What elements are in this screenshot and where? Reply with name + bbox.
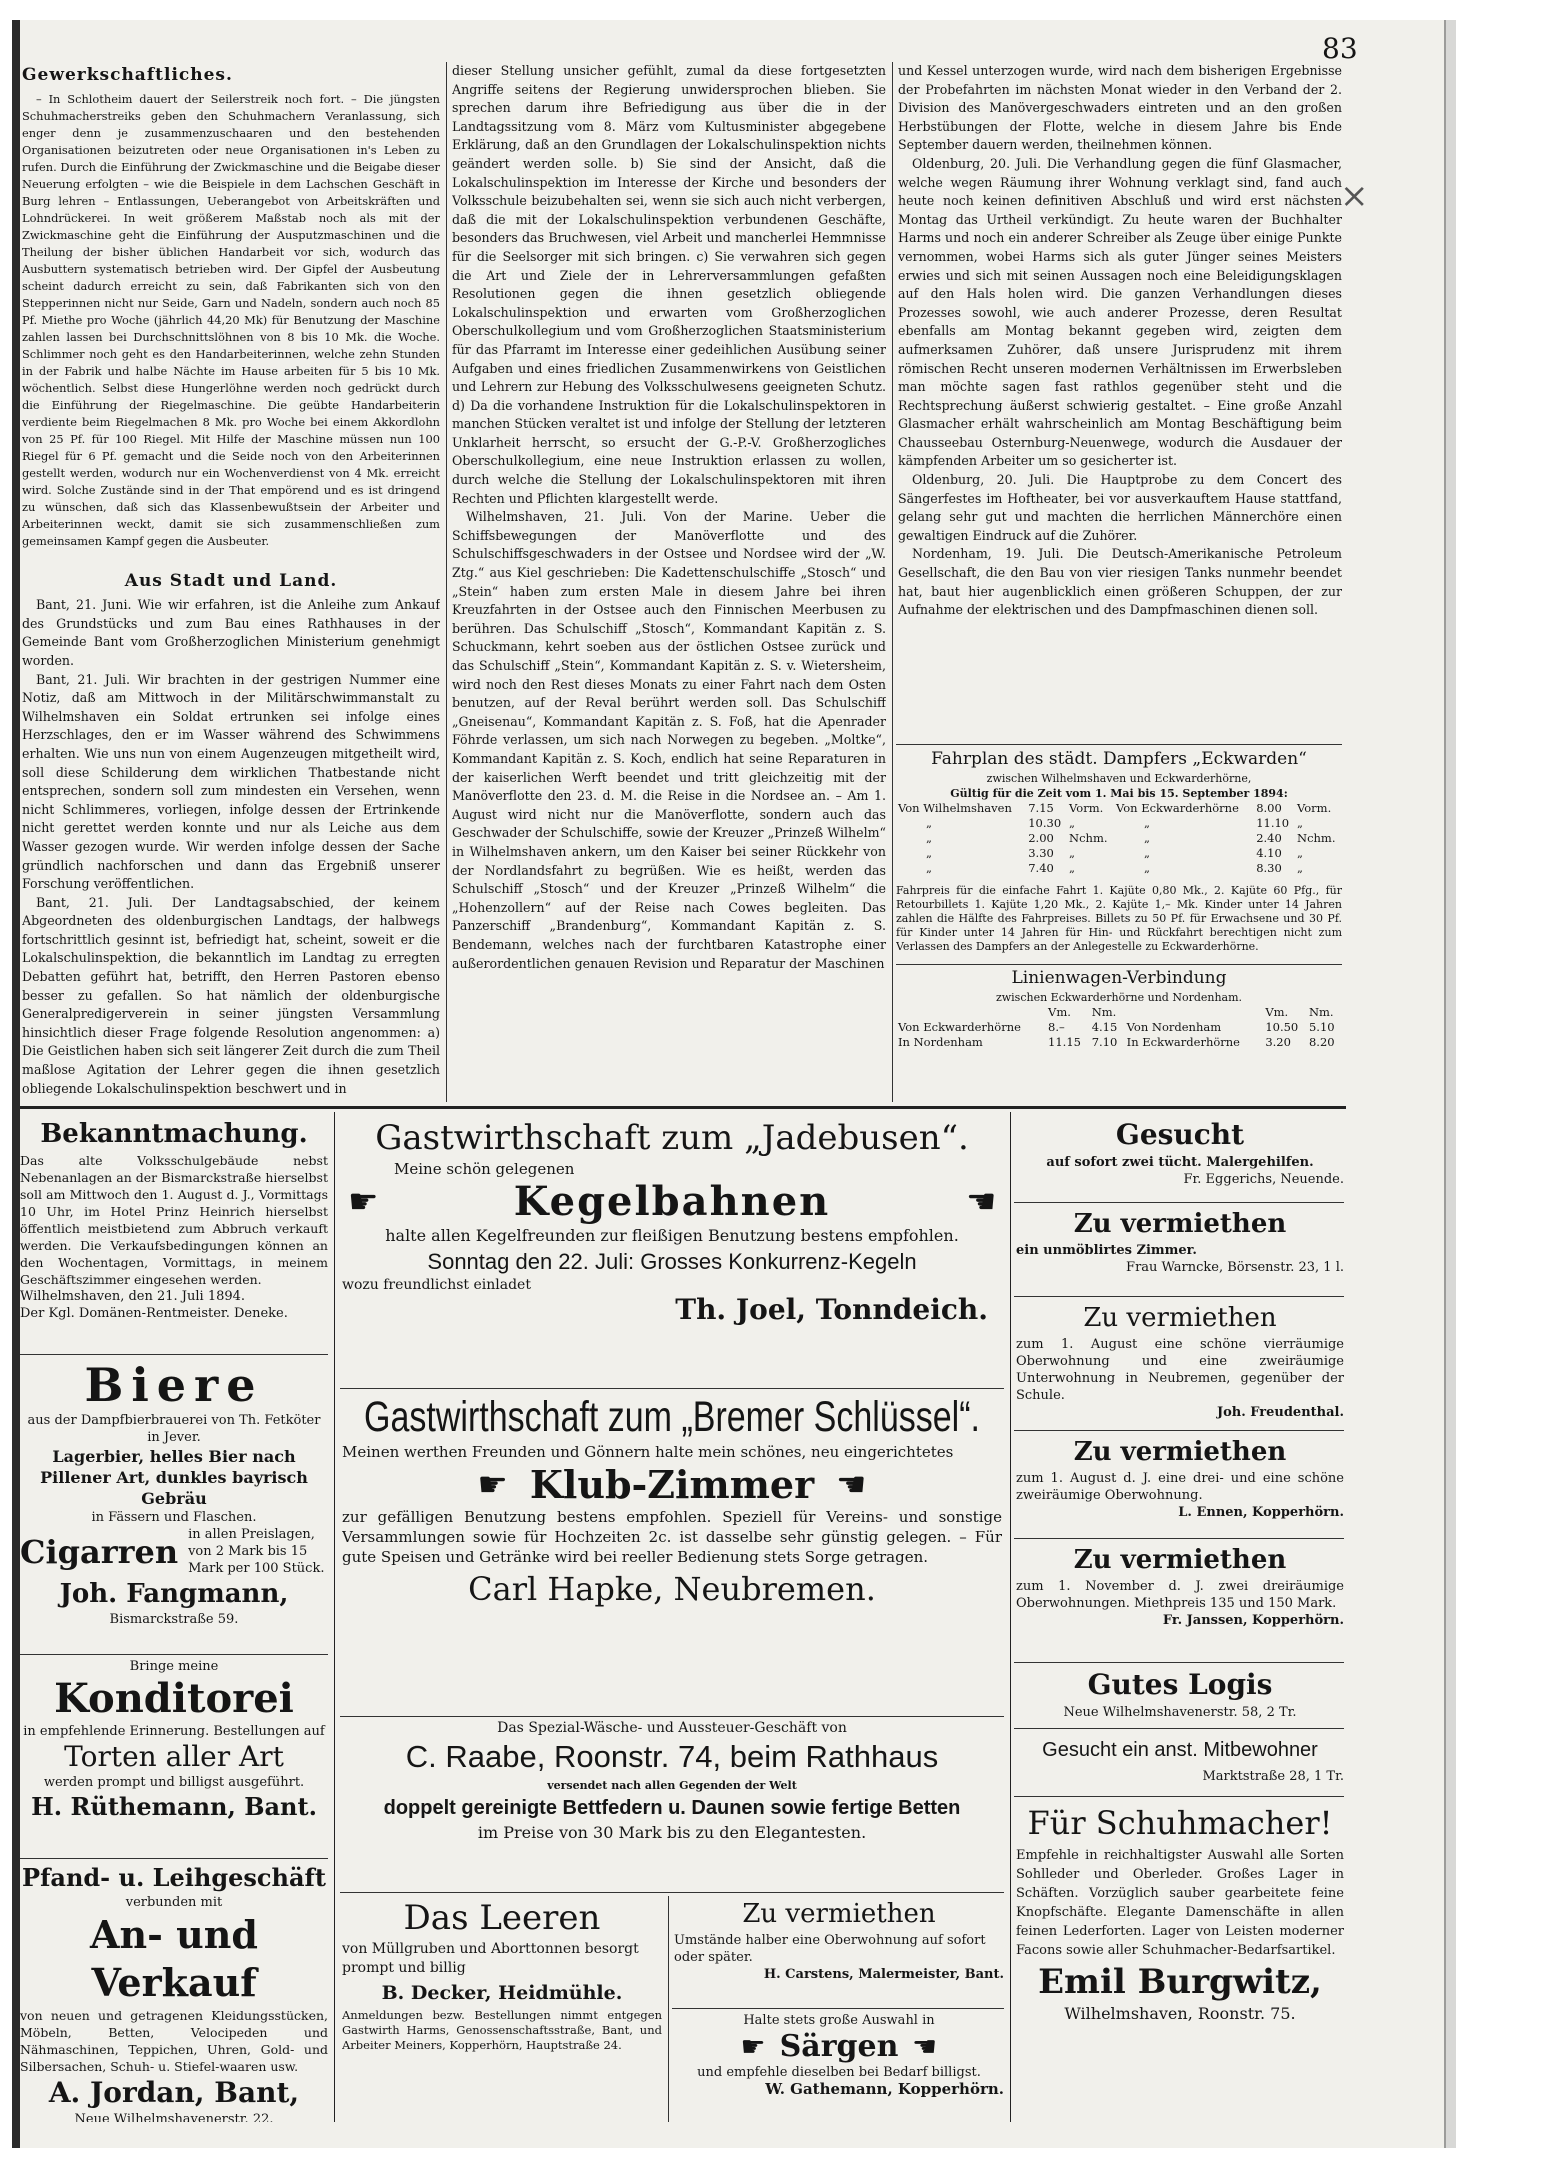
pointing-hand-icon: ☛ — [836, 1464, 867, 1505]
schedule-title: Fahrplan des städt. Dampfers „Eckwarden“ — [931, 749, 1307, 769]
pointing-hand-icon: ☛ — [348, 1181, 379, 1222]
ad-title: C. Raabe, Roonstr. 74, beim Rathhaus — [405, 1739, 939, 1774]
ad-name: Fr. Janssen, Kopperhörn. — [1162, 1613, 1344, 1628]
ad-date: Wilhelmshaven, den 21. Juli 1894. — [20, 1289, 246, 1304]
article-resolution-continued: dieser Stellung unsicher gefühlt, zumal da diese fortgesetzten Angriffe seitens der Regierung unwidersprochen blieben. Sie sprechen darum ihre Befriedigung aus über die in der Landtagssitzung vom 8. März vom Kultusminister abgegebene Erklärung, daß an den Grundlagen der Lokalschulinspektion nichts geändert werden solle. b) Sie sind der Ansicht, daß die Lokalschulinspektion im Interesse der Kirche und besonders der Volksschule beizubehalten sei, wenn sie sich auch nicht verbergen, daß die mit der Lokalschulinspektion verbundenen Geschäfte, besonders das Bruchwesen, viel Arbeit und mancherlei Hemmnisse für die Seelsorger mit sich bringen. c) Sie verwahren sich gegen die Art und Ziele der in Lehrerversammlungen gefaßten Resolutionen gegen die ihnen gesetzlich obliegende Lokalschulinspektion und erwarten vom Großherzoglichen Oberschulkollegium und vom Großherzoglichen Staatsministerium für das Pfarramt im Interesse einer gedeihlichen Ausübung seiner Aufgaben und eines friedlichen Zusammenwirkens von Geistlichen und Lehrern zur Hebung des Volksschulwesens geeigneten Schutz. d) Da die vorhandene Instruktion für die Lokalschulinspektoren in manchen Stücken veraltet ist und infolge der Stellung der letzteren Unklarheit herrscht, so ersucht der G.-P.-V. Großherzogliches Oberschulkollegium, eine neue Instruktion erlassen zu wollen, durch welche die Stellung der Lokalschulinspektoren mit ihren Rechten und Pflichten klargestellt werde. — [452, 63, 886, 506]
ad-text: in Fässern und Flaschen. — [91, 1510, 257, 1525]
ad-title: Särgen — [779, 2029, 899, 2064]
ad-text: im Preise von 30 Mark bis zu den Elegantesten. — [477, 1823, 867, 1842]
ad-title: Konditorei — [54, 1675, 294, 1722]
ad-subtitle: Kegelbahnen — [513, 1178, 831, 1225]
ad-text: zum 1. November d. J. zwei dreiräumige Oberwohnungen. Miethpreis 135 und 150 Mark. — [1016, 1579, 1344, 1611]
ad-name: Th. Joel, Tonndeich. — [675, 1293, 988, 1326]
table-row: „ 7.40 „ „ 8.30 „ — [926, 861, 1303, 875]
ad-address: Wilhelmshaven, Roonstr. 75. — [1064, 2004, 1296, 2023]
ad-saergen-row — [674, 2029, 1004, 2064]
ad-mitbewohner — [1016, 1732, 1344, 1794]
ad-raabe — [342, 1720, 1002, 1888]
ad-name: A. Jordan, Bant, — [48, 2076, 300, 2109]
column-rule-2 — [892, 62, 893, 1102]
ad-title: Gastwirthschaft zum „Bremer Schlüssel“. — [364, 1393, 980, 1441]
schedule-top-rule — [896, 744, 1342, 745]
ad-text: in empfehlende Erinnerung. Bestellungen auf — [23, 1724, 325, 1739]
article-bant-soldat: Bant, 21. Juli. Wir brachten in der gestrigen Nummer eine Notiz, daß am Mittwoch in der Militärschwimmanstalt zu Wilhelmshaven ein Soldat ertrunken sei infolge eines Herzschlages, den er im Wasser während des Schwimmens erhalten. Wie uns nun von einem Augenzeugen mitgetheilt wird, soll diese Schilderung dem wirklichen Thatbestande nicht entsprechen, sondern soll zum mindesten ein Versehen, wenn nicht Schlimmeres, vorliegen, infolge dessen der Ertrinkende nicht gerettet werden konnte und nur als Leiche aus dem Wasser gezogen wurde. Wir werden infolge dessen der Sache gründlich nachforschen und dann das Ergebniß unserer Forschung veröffentlichen. — [22, 671, 440, 892]
ad-title: Zu vermiethen — [742, 1899, 936, 1929]
ads-divider — [20, 1106, 1346, 1109]
section-heading-gewerkschaftliches: Gewerkschaftliches. — [22, 65, 233, 85]
page-edge — [1444, 20, 1456, 2148]
article-bant-anleihe: Bant, 21. Juni. Wie wir erfahren, ist die Anleihe zum Ankauf des Grundstücks und zum Bau eines Rathhauses in der Gemeinde Bant vom Großherzoglichen Ministerium genehmigt worden. — [22, 597, 440, 668]
table-row: Von Eckwarderhörne 8.– 4.15 Von Nordenham 10.50 5.10 — [898, 1020, 1335, 1034]
pointing-hand-icon: ☛ — [965, 1181, 996, 1222]
ad-title: Zu vermiethen — [1073, 1545, 1287, 1575]
ad-gutes-logis — [1016, 1666, 1344, 1726]
ad-text: Marktstraße 28, 1 Tr. — [1202, 1769, 1344, 1784]
ad-signature: Der Kgl. Domänen-Rentmeister. Deneke. — [20, 1306, 288, 1321]
ad-title: Gesucht ein anst. Mitbewohner — [1042, 1739, 1318, 1761]
ad-bremer-schluessel — [342, 1392, 1002, 1712]
schedule-fare-note: Fahrpreis für die einfache Fahrt 1. Kajüte 0,80 Mk., 2. Kajüte 60 Pfg., für Retourbillets 1. Kajüte 1,20 Mk., 2. Kajüte 1,– Mk. Kinder unter 14 Jahren zahlen die Hälfte des Fahrpreises. Billets zu 50 Pf. für Erwachsene und 30 Pf. für Kinder unter 14 Jahren für Hin- und Rückfahrt berechtigen nicht zum Verlassen des Dampfers an der Anlegestelle zu Eckwarderhörne. — [896, 884, 1342, 953]
article-bant-landtag: Bant, 21. Juli. Der Landtagsabschied, der keinem Abgeordneten des oldenburgischen Landtags, der halbwegs fortschrittlich gesinnt ist, befriedigt hat, scheint, soweit er die Lokalschulinspektion, die bekanntlich im Landtag zu erregten Debatten geführt hat, betrifft, den Herren Pastoren ebenso besser zu gefallen. So hat nämlich der oldenburgische Generalpredigerverein in seiner jüngsten Versammlung hinsichtlich dieser Frage folgende Resolution angenommen: a) Die Geistlichen haben sich seit längerer Zeit durch die zum Theil maßlose Agitation der Lehrer gegen die ihnen gesetzlich obliegende Lokalschulinspektion beschwert und in — [22, 894, 440, 1096]
ad-name: Frau Warncke, Börsenstr. 23, 1 l. — [1126, 1260, 1344, 1275]
ad-text: wozu freundlichst einladet — [342, 1277, 531, 1293]
ad-name: H. Carstens, Malermeister, Bant. — [763, 1967, 1004, 1982]
ad-name: Joh. Freudenthal. — [1216, 1405, 1344, 1420]
ad-text: Halte stets große Auswahl in — [743, 2013, 935, 2028]
schedule-validity: Gültig für die Zeit vom 1. Mai bis 15. September 1894: — [950, 787, 1288, 800]
ad-text: Bringe meine — [129, 1659, 219, 1674]
ad-text: verbunden mit — [125, 1895, 223, 1910]
table-row: „ 10.30 „ „ 11.10 „ — [926, 816, 1303, 830]
ad-biere — [20, 1358, 328, 1650]
ad-text: in allen Preislagen, von 2 Mark bis 15 Mark per 100 Stück. — [188, 1527, 325, 1576]
ad-pfandgeschaeft — [20, 1862, 328, 2122]
ad-title: Biere — [84, 1358, 264, 1412]
ad-text: Anmeldungen bezw. Bestellungen nimmt entgegen Gastwirth Harms, Genossenschaftsstraße, Bant, und Arbeiter Meiners, Kopperhörn, Hauptstraße 24. — [342, 2008, 662, 2052]
column-2 — [452, 62, 886, 1102]
table-row: „ 2.00 Nchm. „ 2.40 Nchm. — [926, 831, 1336, 845]
ad-rule-mid — [668, 1896, 669, 2122]
ad-subtitle: Cigarren — [20, 1532, 179, 1571]
schedule-subtitle: zwischen Wilhelmshaven und Eckwarderhörne, — [986, 772, 1252, 785]
column-1 — [22, 62, 440, 1102]
ad-rule — [340, 1892, 1004, 1893]
pointing-hand-icon: ☛ — [912, 2030, 938, 2063]
ad-text: Meinen werthen Freunden und Gönnern halte mein schönes, neu eingerichtetes — [342, 1443, 954, 1461]
ad-vermiethen-carstens — [674, 1896, 1004, 2006]
ad-vermiethen-ennen — [1016, 1434, 1344, 1536]
schedule-divider — [896, 964, 1342, 965]
ad-title: Zu vermiethen — [1073, 1437, 1287, 1467]
ad-title: Gutes Logis — [1087, 1668, 1273, 1701]
ad-text: versendet nach allen Gegenden der Welt — [547, 1779, 797, 1792]
ad-rule — [340, 1716, 1004, 1717]
ad-text: zum 1. August eine schöne vierräumige Oberwohnung und eine zweiräumige Unterwohnung in Neubremen, gegenüber der Schule. — [1016, 1337, 1344, 1403]
ad-rule — [1014, 1202, 1344, 1203]
ad-subtitle: An- und Verkauf — [90, 1912, 258, 2005]
pointing-hand-icon: ☛ — [740, 2030, 766, 2063]
ad-text: werden prompt und billigst ausgeführt. — [43, 1775, 305, 1790]
table-row: In Nordenham 11.15 7.10 In Eckwarderhörne 3.20 8.20 — [898, 1035, 1335, 1049]
ad-bekanntmachung — [20, 1116, 328, 1350]
ad-name: B. Decker, Heidmühle. — [381, 1982, 623, 2004]
ad-title: Zu vermiethen — [1073, 1209, 1287, 1239]
ad-rule — [1014, 1296, 1344, 1297]
ad-rule — [1014, 1796, 1344, 1797]
table-row: Vm. Nm. Vm. Nm. — [1048, 1005, 1334, 1019]
ad-rule — [20, 1354, 328, 1355]
bus-subtitle: zwischen Eckwarderhörne und Nordenham. — [995, 991, 1243, 1004]
ad-subtitle: Torten aller Art — [64, 1740, 284, 1773]
article-wilhelmshaven-marine: Wilhelmshaven, 21. Juli. Von der Marine. Ueber die Schiffsbewegungen der Manöverflotte und des Schulschiffsgeschwaders in der Ostsee und Nordsee wird der „W. Ztg.“ aus Kiel geschrieben: Die Kadettenschulschiffe „Stosch“ und „Stein“ haben zum ersten Male in diesem Jahre bei ihren Kreuzfahrten in der Ostsee auch den Finnischen Meerbusen zu berühren. Das Schulschiff „Stosch“, Kommandant Kapitän z. S. Schuckmann, kehrt soeben aus der östlichen Ostsee zurück und das Schulschiff „Stein“, Kommandant Kapitän z. S. v. Wietersheim, wird noch den Rest dieses Monats zu einer Fahrt nach dem Osten benutzen, auf der Reval berührt werden soll. Das Schulschiff „Gneisenau“, Kommandant Kapitän z. S. Foß, hat die Apenrader Föhrde verlassen, um sich nach Norwegen zu begeben. „Moltke“, Kommandant Kapitän z. S. Koch, endlich hat seine Reparaturen in der kaiserlichen Werft beendet und tritt gleichzeitig mit der Manöverflotte den 23. d. M. die Reise in die Nordsee an. – Am 1. August wird nicht nur die Manöverflotte, sondern auch das Geschwader der Schulschiffe, sowie der Kreuzer „Prinzeß Wilhelm“ in Wilhelmshaven ankern, um den Kaiser bei seiner Rückkehr von der Nordlandsfahrt zu begrüßen. Wie es heißt, werden das Schulschiff „Stosch“ und der Kreuzer „Prinzeß Wilhelm“ die „Hohenzollern“ auf der Reise nach Cowes begleiten. Das Panzerschiff „Brandenburg“, Kommandant Kapitän z. S. Bendemann, welches nach der furchtbaren Katastrophe einer außerordentlichen genauen Revision und Reparatur der Maschinen — [452, 509, 886, 971]
ad-rule-left — [334, 1112, 335, 2122]
ad-name: Emil Burgwitz, — [1038, 1962, 1322, 2002]
ad-name: Carl Hapke, Neubremen. — [468, 1570, 876, 1608]
ad-text: zum 1. August d. J. eine drei- und eine schöne zweiräumige Oberwohnung. — [1016, 1471, 1344, 1503]
ad-address: Bismarckstraße 59. — [109, 1612, 239, 1627]
ad-name: Joh. Fangmann, — [59, 1579, 289, 1609]
ad-title: Pfand- u. Leihgeschäft — [22, 1863, 326, 1892]
ad-title: Gesucht — [1115, 1118, 1245, 1151]
bus-title: Linienwagen-Verbindung — [1011, 968, 1227, 988]
ad-rule — [1014, 1430, 1344, 1431]
ad-text: Neue Wilhelmshavenerstr. 58, 2 Tr. — [1063, 1705, 1297, 1720]
page-number: 83 — [1322, 32, 1358, 65]
ad-text: Sonntag den 22. Juli: Grosses Konkurrenz-Kegeln — [427, 1249, 917, 1274]
ad-klub-row — [342, 1462, 1002, 1507]
bus-table — [896, 1005, 1342, 1050]
ad-rule — [1014, 1662, 1344, 1663]
ad-address: Neue Wilhelmshavenerstr. 22. — [74, 2112, 274, 2122]
ad-rule — [340, 1388, 1004, 1389]
ad-vermiethen-freudenthal — [1016, 1300, 1344, 1428]
ad-saergen — [674, 2012, 1004, 2122]
ad-rule — [672, 2008, 1004, 2009]
ad-text: Meine schön gelegenen — [394, 1160, 575, 1178]
ad-cigarren-row — [20, 1526, 328, 1577]
pointing-hand-icon: ☛ — [477, 1464, 508, 1505]
ad-title: Für Schuhmacher! — [1027, 1804, 1333, 1842]
ad-title: Zu vermiethen — [1083, 1303, 1277, 1333]
ferry-schedule — [896, 748, 1342, 1050]
ad-subtitle: Klub-Zimmer — [529, 1462, 815, 1507]
ad-text: halte allen Kegelfreunden zur fleißigen Benutzung bestens empfohlen. — [385, 1226, 959, 1245]
column-rule-1 — [446, 62, 447, 1102]
ad-text: von neuen und getragenen Kleidungsstücken, Möbeln, Betten, Velocipeden und Nähmaschinen, Teppichen, Uhren, Gold- und Silbersachen, Schuh- u. Stiefel-waaren usw. — [20, 2008, 328, 2074]
ad-title: Das Leeren — [403, 1898, 601, 1938]
section-heading-stadt-land: Aus Stadt und Land. — [124, 570, 338, 591]
ad-schuhmacher — [1016, 1800, 1344, 2122]
ad-title: Bekanntmachung. — [40, 1119, 308, 1149]
ad-rule — [1014, 1538, 1344, 1539]
ad-text: Lagerbier, helles Bier nach Pillener Art, dunkles bayrisch Gebräu — [40, 1447, 308, 1508]
margin-mark: × — [1340, 176, 1369, 216]
ad-text: von Müllgruben und Aborttonnen besorgt prompt und billig — [342, 1941, 639, 1976]
ad-rule — [20, 1858, 328, 1859]
column-3 — [898, 62, 1342, 742]
article-oldenburg-concert: Oldenburg, 20. Juli. Die Hauptprobe zu dem Concert des Sängerfestes im Hoftheater, bei vor ausverkauftem Hause stattfand, gelang sehr gut und machten die herrlichen Männerchöre einen gewaltigen Eindruck auf die Zuhörer. — [898, 472, 1342, 543]
article-oldenburg-glasmacher: Oldenburg, 20. Juli. Die Verhandlung gegen die fünf Glasmacher, welche wegen Räumung ihrer Wohnung verklagt sind, fand auch heute noch keinen definitiven Abschluß und wird erst nächsten Montag das Urtheil verkündigt. Zu heute waren der Buchhalter Harms und noch ein anderer Schreiber als Zeuge über einige Punkte vernommen, wobei Harms sich als guter Jünger seines Meisters erwies und sich mit seinen Aussagen noch eine Beleidigungsklagen auf den Hals holen wird. Die ganzen Verhandlungen dieses Prozesses sowohl, wie auch anderer Prozesse, deren Resultat ebenfalls am Montag bekannt gegeben wird, zeigten dem aufmerksamen Zuhörer, daß unsere Jurisprudenz mit ihrem römischen Recht unseren modernen Verhältnissen im Erwerbsleben man möchte sagen fast rathlos gegenüber steht und die Rechtsprechung äußerst schwierig gestaltet. – Eine große Anzahl Glasmacher erhält wahrscheinlich am Montag Beschäftigung beim Chausseebau Osternburg-Neuenwege, wodurch die Ausdauer der kämpfenden Arbeiter um so gesicherter ist. — [898, 155, 1342, 469]
ad-gesucht — [1016, 1116, 1344, 1200]
article-gewerkschaftliches: – In Schlotheim dauert der Seilerstreik noch fort. – Die jüngsten Schuhmacherstreiks geben den Schuhmachern Veranlassung, sich enger denn je zusammenzuschaaren und den bestehenden Organisationen beizutreten oder neue Organisationen in's Leben zu rufen. Durch die Einführung der Zwickmaschine und die Beigabe dieser Neuerung erfolgten – wie die Beispiele in dem Lachschen Geschäft in Burg lehren – Entlassungen, Ueberangebot von Arbeitskräften und Lohndrückerei. In weit größerem Maßstab noch als mit der Zwickmaschine geht die Einführung der Ausputzmaschinen und die Theilung der bisher üblichen Handarbeit vor sich, wodurch das Ausbuttern systematisch betrieben wird. Der Gipfel der Ausbeutung scheint dadurch erreicht zu sein, daß Fabrikanten sich von den Stepperinnen nicht nur Seide, Garn und Nadeln, sondern auch noch 85 Pf. Miethe pro Woche (jährlich 44,20 Mk) für Benutzung der Maschine zahlen lassen bei Durchschnittslöhnen von 8 bis 10 Mk. die Woche. Schlimmer noch geht es den Handarbeiterinnen, welche zehn Stunden in der Fabrik und halbe Nächte im Hause arbeiten für 5 bis 10 Mk. wöchentlich. Selbst diese Hungerlöhne werden noch gedrückt durch die Einführung der Riegelmaschine. Die geübte Handarbeiterin verdiente beim Riegelmachen 8 Mk. pro Woche bei einem Akkordlohn von 25 Pf. für 100 Riegel. Mit Hilfe der Maschine müssen nun 100 Riegel für 6 Pf. gemacht und die Seide noch von den Arbeiterinnen gestellt werden, wodurch nur ein Wochenverdienst von 4 Mk. erreicht wird. Solche Zustände sind in der That empörend und es ist dringend zu wünschen, daß sich das Klassenbewußtsein der Arbeiter und Arbeiterinnen weckt, damit sie sich zusammenschließen zum gemeinsamen Kampf gegen die Ausbeuter. — [22, 91, 440, 548]
ad-text: auf sofort zwei tücht. Malergehilfen. — [1046, 1155, 1314, 1170]
ad-text: doppelt gereinigte Bettfedern u. Daunen sowie fertige Betten — [383, 1797, 961, 1819]
ad-name: H. Rüthemann, Bant. — [31, 1792, 317, 1821]
ad-vermiethen-warncke — [1016, 1206, 1344, 1294]
table-row: Von Wilhelmshaven 7.15 Vorm. Von Eckwarderhörne 8.00 Vorm. — [898, 801, 1332, 815]
ad-vermiethen-janssen — [1016, 1542, 1344, 1660]
ad-text: Das Spezial-Wäsche- und Aussteuer-Geschäft von — [497, 1720, 847, 1736]
ad-text: zur gefälligen Benutzung bestens empfohlen. Speziell für Vereins- und sonstige Versammlungen sowie für Hochzeiten 2c. ist dasselbe sehr günstig gelegen. – Für gute Speisen und Getränke wird bei reeller Bedienung stets Sorge getragen. — [342, 1508, 1002, 1566]
ad-text: aus der Dampfbierbrauerei von Th. Fetköter in Jever. — [27, 1413, 321, 1445]
ad-rule — [1014, 1728, 1344, 1729]
ad-text: und empfehle dieselben bei Bedarf billigst. — [697, 2065, 981, 2080]
ad-text: Das alte Volksschulgebäude nebst Nebenanlagen an der Bismarckstraße hierselbst soll am Mittwoch den 1. August d. J., Vormittags 10 Uhr, im Hotel Prinz Heinrich hierselbst öffentlich meistbietend zum Abbruch verkauft werden. Die Verkaufsbedingungen können an den Wochentagen, Vormittags, in meinem Geschäftszimmer eingesehen werden. — [20, 1153, 328, 1287]
ad-title: Gastwirthschaft zum „Jadebusen“. — [375, 1118, 969, 1158]
ad-leeren — [342, 1896, 662, 2122]
schedule-table — [896, 801, 1342, 876]
ad-name: W. Gathemann, Kopperhörn. — [765, 2080, 1004, 2098]
ad-text: ein unmöblirtes Zimmer. — [1016, 1243, 1197, 1258]
article-nordenham-petroleum: Nordenham, 19. Juli. Die Deutsch-Amerikanische Petroleum Gesellschaft, die den Bau von vier riesigen Tanks nunmehr beendet hat, baut hier augenblicklich einen größeren Schuppen, der zur Aufnahme der elektrischen und des Dampfmaschinen dienen soll. — [898, 546, 1342, 618]
table-row: „ 3.30 „ „ 4.10 „ — [926, 846, 1303, 860]
ad-name: Fr. Eggerichs, Neuende. — [1183, 1172, 1344, 1187]
ad-text: Empfehle in reichhaltigster Auswahl alle Sorten Sohlleder und Oberleder. Großes Lager in Schäften. Vorzüglich sauber gearbeitete feine Knopfschäfte. Elegante Damenschäfte in allen feinen Lederforten. Lager von Leisten moderner Facons sowie aller Schuhmacher-Bedarfsartikel. — [1016, 1848, 1344, 1958]
article-brandenburg-continued: und Kessel unterzogen wurde, wird nach dem bisherigen Ergebnisse der Probefahrten im nächsten Monat wieder in den Verband der 2. Division des Manövergeschwaders eintreten und an den großen Herbstübungen der Flotte, welche in diesem Jahre bis Ende September dauern werden, theilnehmen können. — [898, 63, 1342, 153]
ad-rule-right — [1010, 1112, 1011, 2122]
ad-jadebusen — [342, 1116, 1002, 1384]
ad-name: L. Ennen, Kopperhörn. — [1178, 1505, 1344, 1520]
ad-text: Umstände halber eine Oberwohnung auf sofort oder später. — [674, 1933, 986, 1965]
ad-rule — [20, 1654, 328, 1655]
ad-kegel-row — [342, 1178, 1002, 1225]
ad-konditorei — [20, 1658, 328, 1854]
